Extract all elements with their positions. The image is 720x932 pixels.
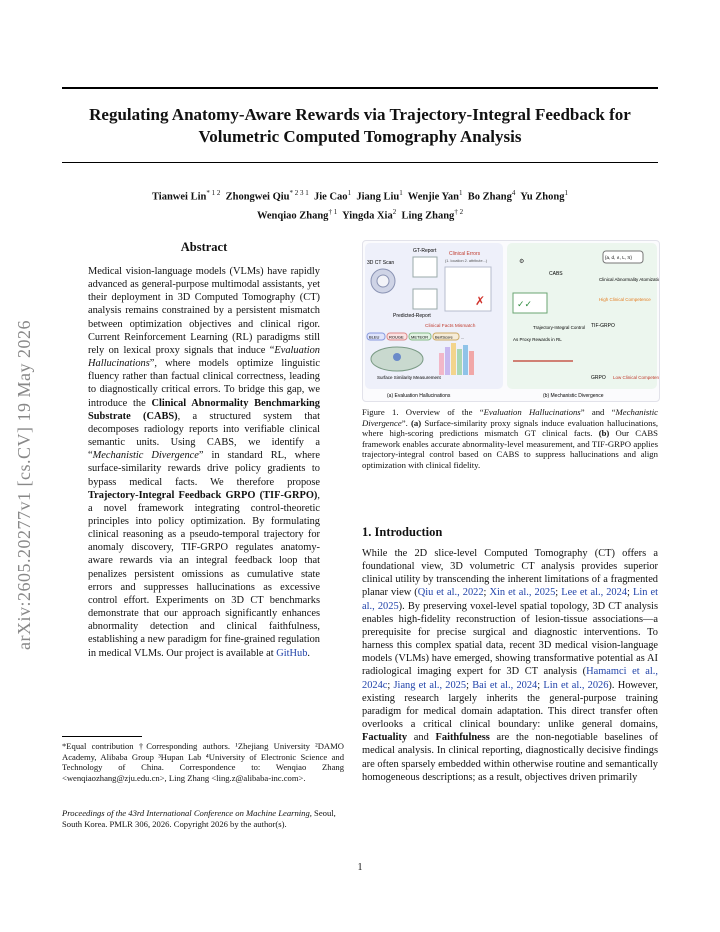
metric-chip: METEOR: [411, 334, 429, 340]
proceedings-venue: Proceedings of the 43rd International Conference on Machine Learning: [62, 808, 310, 818]
author: Zhongwei Qiu: [225, 191, 290, 203]
atomization-label: Clinical Abnormality Atomization: [599, 277, 659, 282]
author-affil: † 1: [328, 207, 338, 216]
svg-text:✓✓: ✓✓: [517, 299, 533, 309]
caption-text: ” and “: [580, 407, 616, 417]
github-link[interactable]: GitHub: [276, 647, 308, 659]
trajectory-control-label: Trajectory-Integral Control: [533, 325, 586, 330]
caption-lead: Figure 1.: [362, 407, 399, 417]
ct-scan-icon: [371, 269, 395, 293]
author-affil: 1: [459, 189, 463, 197]
intro-text: are the non-negotiable baselines of medical analysis. In clinical reporting, diagnostically decisive findings are often sparsely embedded within otherwise routine and semantically homogeneous descriptions; as a result, objectives driven primarily: [362, 732, 658, 783]
as-proxy-label: As Proxy Rewards in RL: [513, 337, 562, 342]
metric-chip: ROUGE: [389, 334, 404, 340]
intro-bold: Factuality: [362, 732, 408, 744]
intro-text: ). By preserving voxel-level spatial topology, 3D CT analysis enables high-fidelity reconstruction of lesion-tissue associations—a prerequisite for precise surgical and diagnostic interventions. To harness this complex spatial data, recent 3D medical vision-language models (VLMs) have emerged, showing transformative potential as AI radiological imaging expert for 3D CT analysis (: [362, 600, 658, 678]
author-affil: 1: [399, 189, 403, 197]
citation-link[interactable]: Hamamci et al., 2024c: [362, 666, 658, 691]
low-competence-label: Low Clinical Competence: [613, 375, 659, 380]
surface-similarity-label: Surface Similarity Measurement: [377, 375, 441, 380]
panel-b-bg: [507, 243, 657, 389]
abstract-text: ” in standard RL, where surface-similarity rewards drive policy gradients to bypass medical facts. We therefore propose: [88, 450, 320, 488]
abstract-text: , a structured system that decomposes radiology reports into verifiable clinical semantic units. Using CABS, we identify a “: [88, 410, 320, 462]
citation-link[interactable]: Jiang et al., 2025: [393, 679, 467, 691]
author-affil: 1: [564, 189, 568, 197]
author: Bo Zhang: [467, 191, 512, 203]
abstract-text: Medical vision-language models (VLMs) have rapidly advanced as general-purpose multimodal assistants, yet their deployment in 3D Computed Tomography (CT) analysis remains constrained by a persistent mismatch between optimization objectives and clinical rigor. Current Reinforcement Learning (RL) paradigms still rely on lexical proxy signals that induce “: [88, 266, 320, 356]
cross-icon: ✗: [475, 294, 486, 308]
tif-grpo-label: TIF-GRPO: [591, 323, 615, 329]
panel-a-caption: (a) Evaluation Hallucinations: [387, 393, 451, 399]
grpo-label: GRPO: [591, 375, 606, 381]
intro-heading: 1. Introduction: [362, 525, 443, 539]
intro-bold: Faithfulness: [435, 732, 490, 744]
abstract-text: ”, where models optimize linguistic fluency rather than factual clinical correctness, leading to diagnostically critical errors. To bridge this gap, we introduce the: [88, 358, 320, 409]
ct-scan-label: 3D CT Scan: [367, 260, 395, 266]
author-affil: 4: [511, 189, 516, 197]
gt-report-label: GT-Report: [413, 248, 437, 254]
cabs-label: CABS: [549, 271, 563, 277]
figure-caption: [362, 407, 658, 471]
citation-link[interactable]: Lin et al., 2026: [543, 679, 609, 691]
caption-emphasis: Evaluation Hallucinations: [483, 407, 581, 417]
title-line-1: Regulating Anatomy-Aware Rewards via Trajectory-Integral Feedback for: [89, 105, 631, 124]
similarity-blob: [371, 347, 423, 371]
atoms-label: {a, d, ∧, L, π}: [605, 255, 632, 260]
author: Yu Zhong: [520, 191, 565, 203]
caption-text: Overview of the “: [398, 407, 484, 417]
proceedings-note: [62, 808, 344, 829]
author-affil: † 2: [454, 207, 464, 216]
predicted-report-doc: [413, 289, 437, 309]
facts-mismatch-label: Clinical Facts Mismatch: [425, 324, 476, 329]
author-line-1: [80, 186, 640, 205]
author-affil: * 1 2: [206, 189, 221, 197]
author: Yingda Xia: [342, 210, 393, 221]
arxiv-stamp: arXiv:2605.20277v1 [cs.CV] 19 May 2026: [14, 320, 34, 650]
caption-bold: (b): [598, 428, 610, 439]
figure-1: [362, 240, 660, 402]
caption-bold: (a): [411, 417, 422, 428]
intro-text: ;: [555, 587, 562, 599]
author: Tianwei Lin: [151, 191, 207, 203]
abstract-heading: Abstract: [180, 240, 228, 254]
author-affil: * 2 3 1: [289, 189, 309, 197]
proceedings-rest: , Seoul, South Korea. PMLR 306, 2026. Copyright 2026 by the author(s).: [62, 808, 336, 829]
author-line-2: [80, 205, 640, 224]
title-line-2: Volumetric Computed Tomography Analysis: [198, 127, 522, 146]
check-grid: [513, 293, 547, 313]
author-affil: 2: [392, 207, 397, 216]
panel-b-caption: (b) Mechanistic Divergence: [543, 393, 604, 399]
page-number: 1: [357, 862, 363, 873]
clinical-errors-sub: (1. location 2. attribute...): [445, 259, 487, 263]
author: Jiang Liu: [356, 191, 400, 203]
metric-chip: ...: [461, 334, 465, 340]
footnote: *Equal contribution †Corresponding authors. ¹Zhejiang University ²DAMO Academy, Alibaba Group ³Hupan Lab ⁴University of Electronic Science and Technology of China. Correspondence to: Wenqiao Zhang <wenqiaozhang@zju.edu.cn>, Ling Zhang <ling.z@alibaba-inc.com>.: [62, 741, 344, 783]
figure-1-diagram: [363, 241, 659, 401]
caption-text: ”.: [401, 417, 411, 428]
abstract-emphasis: Evaluation Hallucinations: [88, 344, 320, 370]
abstract-text: , a novel framework integrating control-theoretic principles into policy optimization. By formulating clinical reasoning as a pseudo-temporal trajectory for anomaly discovery, TIF-GRPO regulates anatomy-aware rewards via an integral feedback loop that penalizes persistent omissions as cumulative state errors and suppresses hallucinations as excessive control effort. Experiments on 3D CT benchmarks demonstrate that our approach significantly enhances abnormality detection and clinical faithfulness, establishing a new paradigm for fine-grained regulation in medical VLMs. Our project is available at: [88, 489, 320, 659]
intro-text: ;: [537, 679, 544, 691]
author: Wenqiao Zhang: [256, 210, 329, 221]
caption-text: Surface-similarity proxy signals induce evaluation hallucinations, where high-scoring predictions mismatch GT clinical facts.: [362, 417, 658, 439]
citation-link[interactable]: Bai et al., 2024: [472, 679, 538, 691]
author-list: [80, 186, 640, 223]
gt-report-doc: [413, 257, 437, 277]
caption-emphasis: Mechanistic Divergence: [362, 407, 658, 428]
metric-chips: [367, 333, 464, 340]
citation-link[interactable]: Qiu et al., 2022: [417, 587, 484, 599]
intro-body: [362, 547, 658, 784]
intro-text: and: [407, 732, 436, 744]
abstract-text: .: [307, 647, 311, 659]
top-rule: [62, 87, 658, 89]
metric-chip: BLEU: [369, 334, 380, 340]
author-affil: 1: [347, 189, 352, 197]
abstract-bold: Trajectory-Integral Feedback GRPO (TIF-GRPO): [88, 489, 318, 501]
intro-text: ;: [387, 679, 394, 691]
robot-icon: ⚙: [519, 259, 525, 265]
high-competence-label: High Clinical Competence: [599, 297, 651, 302]
intro-text: ;: [627, 587, 633, 599]
author: Ling Zhang: [401, 210, 455, 221]
intro-text: ). However, existing research largely inherits the general-purpose training paradigm for medical domain adaptation. This direct transfer often overlooks a critical clinical boundary: unlike general domains,: [362, 679, 658, 731]
author: Wenjie Yan: [407, 191, 460, 203]
abstract-body: [88, 265, 320, 660]
paper-title: [62, 104, 658, 148]
intro-text: ;: [466, 679, 473, 691]
citation-link[interactable]: Lin et al., 2025: [362, 587, 658, 612]
citation-link[interactable]: Lee et al., 2024: [561, 587, 628, 599]
abstract-bold: Clinical Abnormality Benchmarking Substrate (CABS): [88, 397, 320, 422]
intro-text: While the 2D slice-level Computed Tomography (CT) offers a foundational view, 3D volumetric CT analysis provides superior clinical utility by transcending the inherent limitations of a fragmented planar view (: [362, 548, 658, 599]
metric-chip: BertScore: [435, 334, 453, 340]
predicted-report-label: Predicted-Report: [393, 313, 431, 319]
bottom-rule: [62, 162, 658, 163]
citation-link[interactable]: Xin et al., 2025: [489, 587, 556, 599]
author: Jie Cao: [314, 191, 348, 203]
footnote-rule: [62, 736, 142, 737]
caption-text: Our CABS framework enables accurate abnormality-level measurement, and TIF-GRPO applies trajectory-integral control based on CABS to suppress hallucinations and align optimization with clinical fidelity.: [362, 428, 658, 470]
clinical-errors-label: Clinical Errors: [449, 251, 481, 257]
intro-text: ;: [483, 587, 490, 599]
abstract-emphasis: Mechanistic Divergence: [92, 450, 199, 462]
